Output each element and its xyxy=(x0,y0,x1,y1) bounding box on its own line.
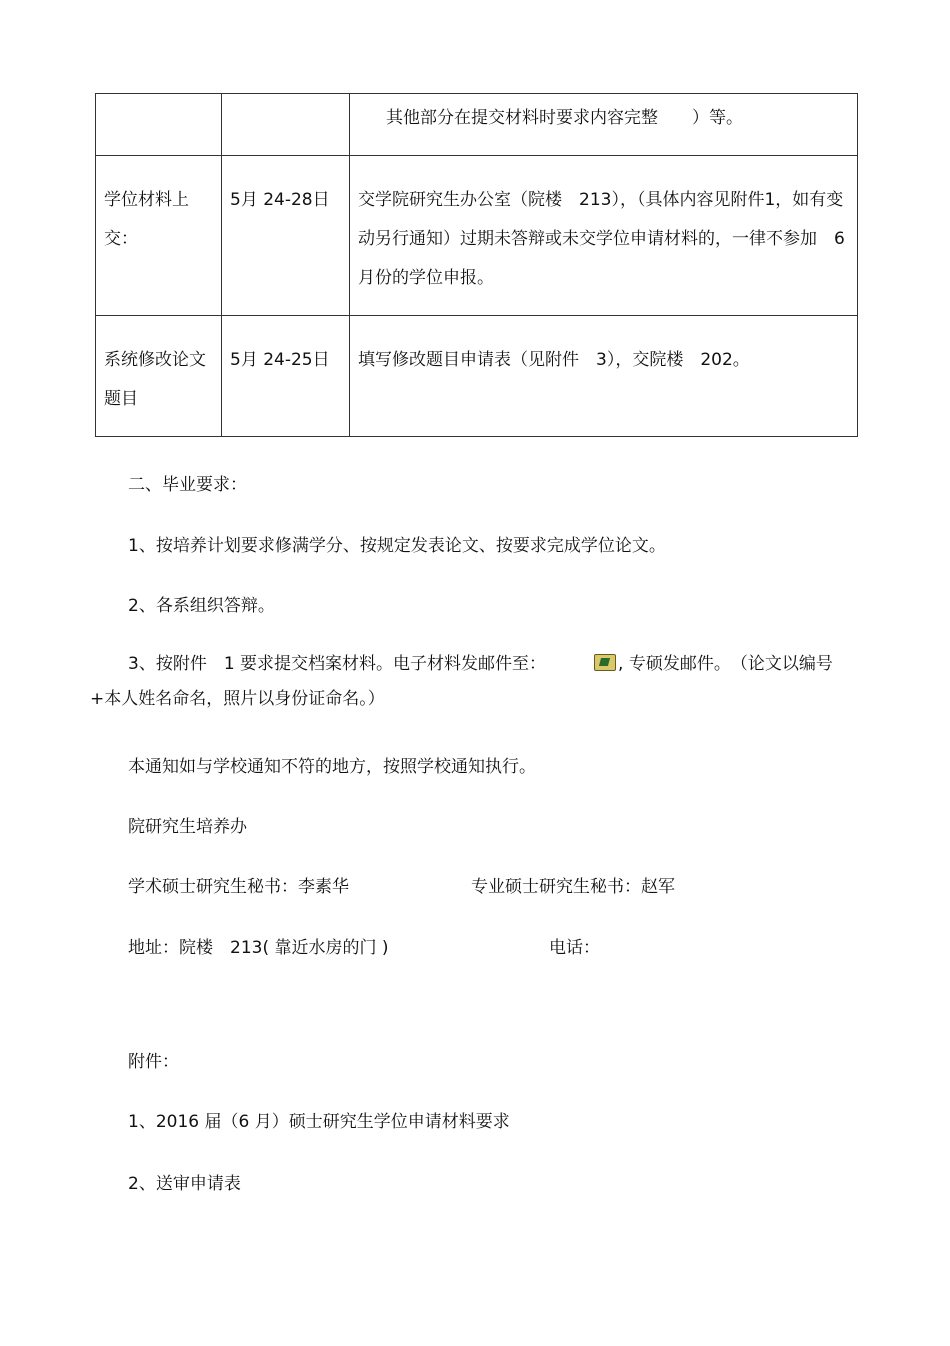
table-cell-item: 学位材料上交： xyxy=(96,156,222,316)
phone-label: 电话： xyxy=(549,938,600,958)
office-name: 院研究生培养办 xyxy=(128,817,247,837)
table-row xyxy=(96,156,858,316)
address: 地址：院楼 213( 靠近水房的门 ) xyxy=(128,938,389,958)
secretary-professional: 专业硕士研究生秘书：赵军 xyxy=(471,877,675,897)
table-cell-content: 填写修改题目申请表（见附件 3），交院楼 202。 xyxy=(350,316,858,437)
attachments-title: 附件： xyxy=(128,1052,179,1072)
requirement-3-text-b: , 专硕发邮件。 （论文以编号+本人姓名命名，照片以身份证命名。） xyxy=(90,654,833,709)
table-cell-item: 系统修改论文题目 xyxy=(96,316,222,437)
table-cell-item xyxy=(96,94,222,156)
table-cell-date xyxy=(222,94,350,156)
secretary-academic: 学术硕士研究生秘书：李素华 xyxy=(128,877,349,897)
requirement-2: 2、各系组织答辩。 xyxy=(128,596,275,616)
table-cell-content: 其他部分在提交材料时要求内容完整 ）等。 xyxy=(350,94,858,156)
requirement-3 xyxy=(90,647,860,717)
attachment-1: 1、2016 届（6 月）硕士研究生学位申请材料要求 xyxy=(128,1112,510,1132)
table-cell-date: 5月 24-25日 xyxy=(222,316,350,437)
table-row xyxy=(96,94,858,156)
table-cell-date: 5月 24-28日 xyxy=(222,156,350,316)
notice-text: 本通知如与学校通知不符的地方，按照学校通知执行。 xyxy=(128,757,536,777)
attachment-2: 2、送审申请表 xyxy=(128,1174,241,1194)
table-row xyxy=(96,316,858,437)
schedule-table xyxy=(95,93,858,437)
email-icon[interactable] xyxy=(594,654,616,671)
requirement-1: 1、按培养计划要求修满学分、按规定发表论文、按要求完成学位论文。 xyxy=(128,536,666,556)
requirement-3-text-a: 3、按附件 1 要求提交档案材料。电子材料发邮件至： xyxy=(128,654,547,674)
section-title: 二、毕业要求： xyxy=(128,475,247,495)
table-cell-content: 交学院研究生办公室（院楼 213），（具体内容见附件1，如有变动另行通知）过期未答辩或未交学位申请材料的，一律不参加 6 月份的学位申报。 xyxy=(350,156,858,316)
